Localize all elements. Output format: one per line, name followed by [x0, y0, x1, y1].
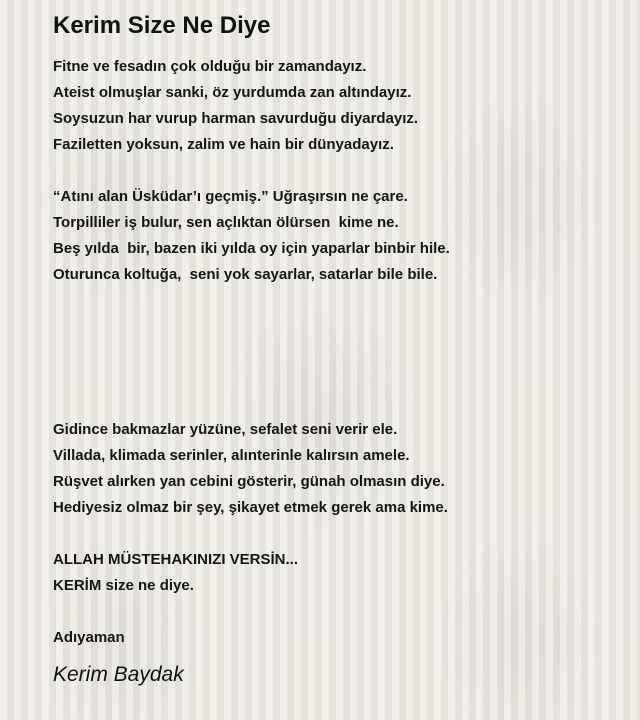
stanza-1	[53, 54, 613, 158]
poem-line: Fitne ve fesadın çok olduğu bir zamandayız.	[53, 58, 367, 75]
poem-container	[53, 10, 613, 690]
poem-line: Gidince bakmazlar yüzüne, sefalet seni verir ele.	[53, 421, 398, 438]
stanza-gap	[53, 158, 613, 184]
poem-line: Oturunca koltuğa, seni yok sayarlar, satarlar bile bile.	[53, 266, 438, 283]
poem-line: “Atını alan Üsküdar’ı geçmiş.” Uğraşırsın ne çare.	[53, 188, 408, 205]
stanza-gap	[53, 521, 613, 547]
poem-line: Hediyesiz olmaz bir şey, şikayet etmek gerek ama kime.	[53, 499, 448, 516]
poem-place: Adıyaman	[53, 629, 125, 646]
stanza-2	[53, 184, 613, 288]
poem-line: Rüşvet alırken yan cebini gösterir, günah olmasın diye.	[53, 473, 445, 490]
poem-line: Faziletten yoksun, zalim ve hain bir dünyadayız.	[53, 136, 394, 153]
stanza-gap-large	[53, 288, 613, 417]
poem-line: Soysuzun har vurup harman savurduğu diyardayız.	[53, 110, 419, 127]
poem-line: Ateist olmuşlar sanki, öz yurdumda zan altındayız.	[53, 84, 412, 101]
poem-title: Kerim Size Ne Diye	[53, 12, 271, 39]
poem-line: Villada, klimada serinler, alınterinle kalırsın amele.	[53, 447, 410, 464]
poem-line: Beş yılda bir, bazen iki yılda oy için yaparlar binbir hile.	[53, 240, 450, 257]
poem-line: KERİM size ne diye.	[53, 577, 194, 594]
poem-author: Kerim Baydak	[53, 663, 184, 686]
stanza-3	[53, 417, 613, 521]
stanza-gap	[53, 599, 613, 625]
poem-line: ALLAH MÜSTEHAKINIZI VERSİN...	[53, 551, 299, 568]
stanza-4	[53, 547, 613, 599]
poem-line: Torpilliler iş bulur, sen açlıktan ölürsen kime ne.	[53, 214, 399, 231]
